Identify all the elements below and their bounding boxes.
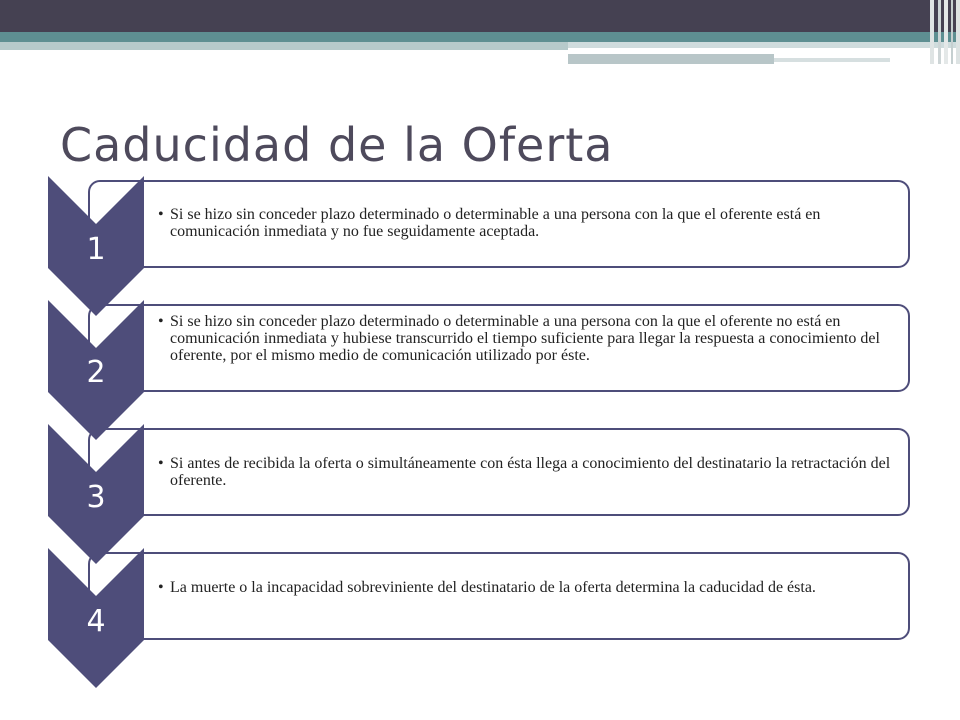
step-number-3: 3 [86,480,106,515]
step-bullet-2: • Si se hizo sin conceder plazo determinado o determinable a una persona con la que el oferente no está en comunicación inmediata y hubiese transcurrido el tiempo suficiente para llegar la respuesta a conocimiento del oferente, por el mismo medio de comunicación utilizado por éste. [170,313,896,364]
step-number-2: 2 [86,355,106,390]
step-number-1: 1 [86,232,106,267]
step-text-3 [156,455,896,489]
step-bullet-1: • Si se hizo sin conceder plazo determinado o determinable a una persona con la que el oferente está en comunicación inmediata y no fue seguidamente aceptada. [170,206,896,240]
step-number-4: 4 [86,604,106,639]
slide-title: Caducidad de la Oferta [60,118,614,172]
step-bullet-3: • Si antes de recibida la oferta o simultáneamente con ésta llega a conocimiento del destinatario la retractación del oferente. [170,455,896,489]
step-text-2 [156,313,896,364]
step-text-1 [156,206,896,240]
step-text-4 [156,579,896,596]
step-bullet-4: • La muerte o la incapacidad sobreviniente del destinatario de la oferta determina la caducidad de ésta. [170,579,896,596]
